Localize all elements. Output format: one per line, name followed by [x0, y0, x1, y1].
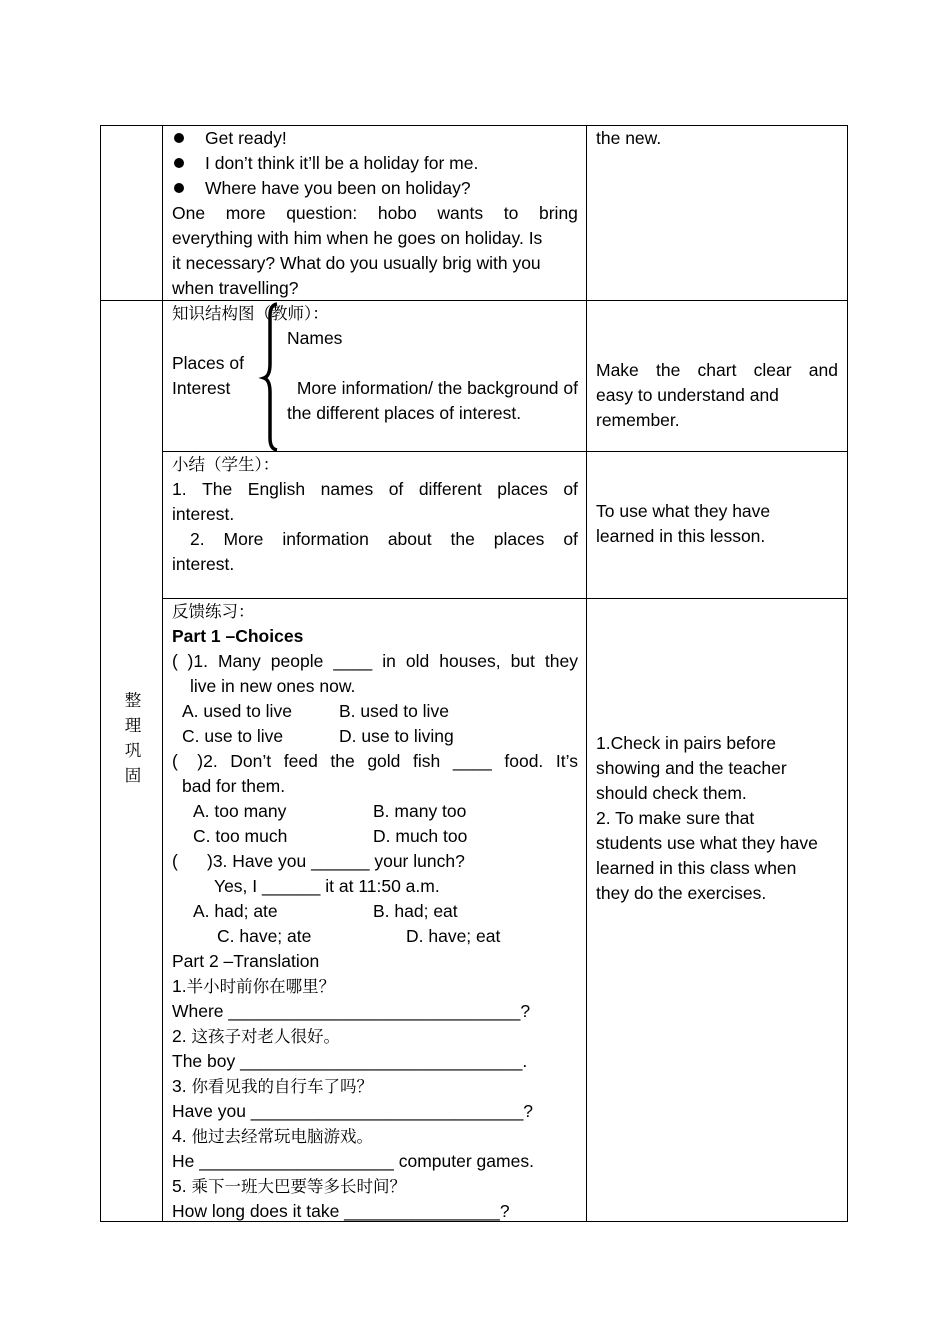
bullet-icon [174, 183, 184, 193]
feedback-note-line: showing and the teacher [596, 758, 787, 778]
translation-answer: Have you ____________________________? [172, 1101, 534, 1121]
option: D. much too [373, 826, 468, 846]
translation-prompt: 4. 他过去经常玩电脑游戏。 [172, 1126, 373, 1146]
summary-item: 1. The English names of different places of [172, 479, 578, 499]
summary-note-line: To use what they have [596, 501, 771, 521]
question-line: it necessary? What do you usually brig with you [172, 253, 541, 273]
translation-answer: How long does it take ________________? [172, 1201, 510, 1221]
question-1: ( )1. Many people ____ in old houses, but they [172, 651, 578, 671]
translation-answer: The boy _____________________________. [172, 1051, 528, 1071]
translation-prompt: 5. 乘下一班大巴要等多长时间？ [172, 1176, 406, 1196]
knowledge-note-line: remember. [596, 410, 680, 430]
knowledge-heading: 知识结构图（教师）： [172, 304, 329, 323]
curly-brace-icon [258, 302, 280, 452]
option: A. used to live [182, 701, 292, 721]
bullet-text: Where have you been on holiday? [205, 178, 471, 198]
row-divider-3 [162, 598, 848, 599]
translation-answer: Where ______________________________? [172, 1001, 531, 1021]
option: C. too much [193, 826, 288, 846]
option: B. used to live [339, 701, 449, 721]
knowledge-branch: the different places of interest. [287, 403, 522, 423]
feedback-note-line: should check them. [596, 783, 747, 803]
part1-title: Part 1 –Choices [172, 626, 304, 646]
option: C. have; ate [217, 926, 312, 946]
bullet-text: I don’t think it’ll be a holiday for me. [205, 153, 479, 173]
bullet-icon [174, 133, 184, 143]
summary-item: interest. [172, 504, 235, 524]
feedback-note-line: learned in this class when [596, 858, 797, 878]
option: D. have; eat [406, 926, 501, 946]
knowledge-note-line: Make the chart clear and [596, 360, 838, 380]
row1-note: the new. [596, 128, 662, 148]
knowledge-branch: Names [287, 328, 343, 348]
column-divider-2 [586, 125, 587, 1222]
option: B. had; eat [373, 901, 458, 921]
question-1: live in new ones now. [190, 676, 356, 696]
translation-answer: He ____________________ computer games. [172, 1151, 534, 1171]
feedback-note-line: 2. To make sure that [596, 808, 755, 828]
option: A. had; ate [193, 901, 278, 921]
knowledge-branch: More information/ the background of [296, 378, 578, 398]
summary-item: 2. More information about the places of [190, 529, 578, 549]
summary-heading: 小结（学生）： [172, 455, 280, 474]
question-2: ( )2. Don’t feed the gold fish ____ food. It’s [172, 751, 578, 771]
bullet-text: Get ready! [205, 128, 287, 148]
question-line: One more question: hobo wants to bring [172, 203, 578, 223]
translation-prompt: 2. 这孩子对老人很好。 [172, 1026, 340, 1046]
feedback-note-line: 1.Check in pairs before [596, 733, 776, 753]
question-2: bad for them. [182, 776, 286, 796]
question-line: everything with him when he goes on holiday. Is [172, 228, 543, 248]
knowledge-note-line: easy to understand and [596, 385, 779, 405]
column-divider-1 [162, 125, 163, 1222]
option: D. use to living [339, 726, 454, 746]
table-border-right [847, 125, 848, 1222]
feedback-heading: 反馈练习： [172, 602, 255, 621]
translation-prompt: 1.半小时前你在哪里？ [172, 976, 336, 996]
question-3: ( )3. Have you ______ your lunch? [172, 851, 465, 871]
option: C. use to live [182, 726, 284, 746]
summary-item: interest. [172, 554, 235, 574]
question-3: Yes, I ______ it at 11:50 a.m. [214, 876, 440, 896]
feedback-note-line: they do the exercises. [596, 883, 767, 903]
knowledge-root: Places of [172, 353, 244, 373]
table-border-left [100, 125, 101, 1222]
knowledge-root: Interest [172, 378, 231, 398]
translation-prompt: 3. 你看见我的自行车了吗？ [172, 1076, 373, 1096]
option: B. many too [373, 801, 467, 821]
section-label: 整 理 巩 固 [124, 691, 142, 785]
option: A. too many [193, 801, 287, 821]
summary-note-line: learned in this lesson. [596, 526, 766, 546]
question-line: when travelling? [172, 278, 299, 298]
feedback-note-line: students use what they have [596, 833, 818, 853]
bullet-icon [174, 158, 184, 168]
part2-title: Part 2 –Translation [172, 951, 320, 971]
